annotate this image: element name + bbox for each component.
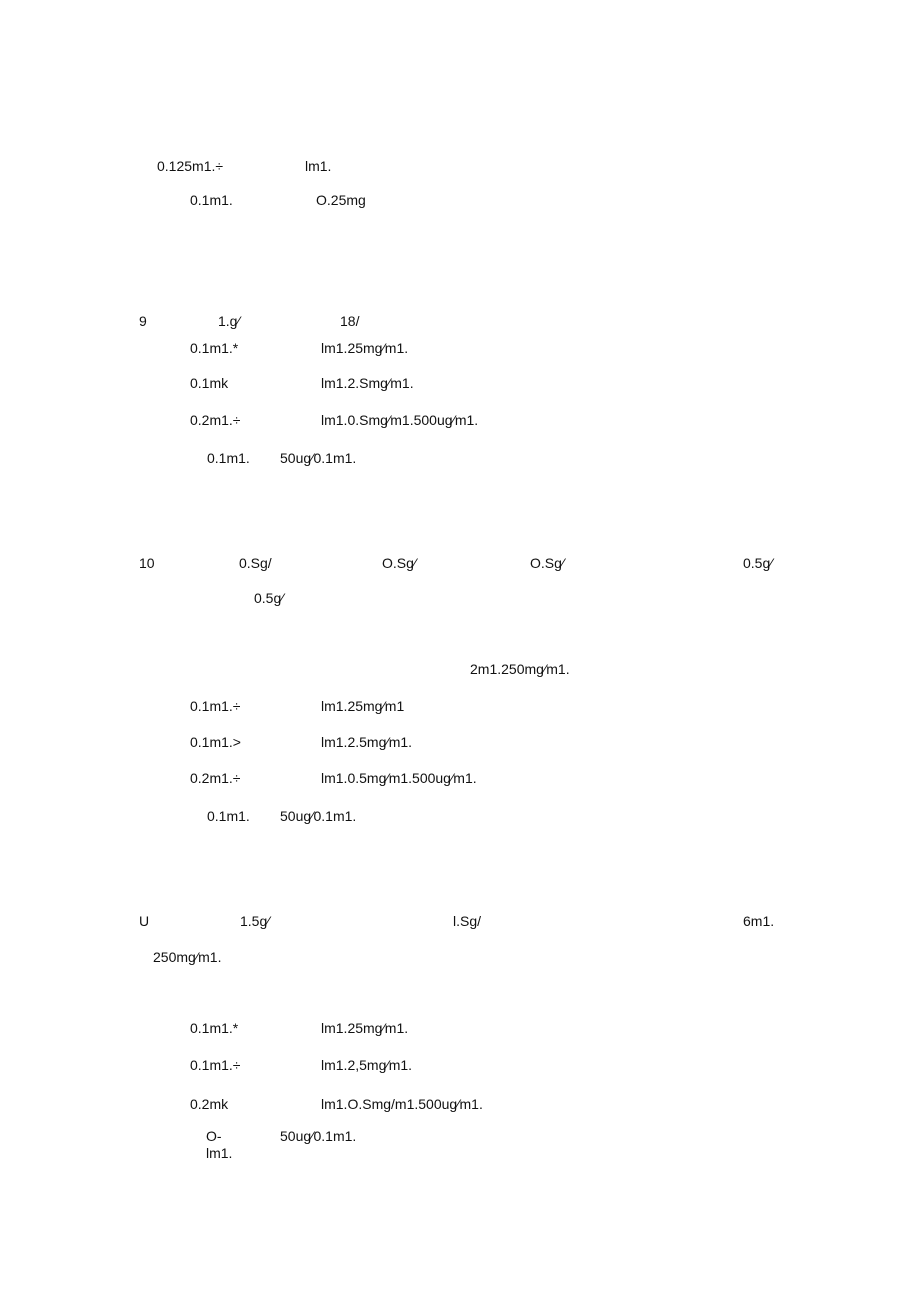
text-s1-b: lm1. [305,158,332,174]
text-s2-r4b: 50ug⁄0.1m1. [280,450,357,466]
text-s1-a: 0.125m1.÷ [157,158,224,174]
text-s3-h3: O.Sg⁄ [530,555,565,571]
text-s3-r1a: 0.1m1.÷ [190,698,241,714]
text-s3-r2b: lm1.2.5mg⁄m1. [321,734,413,750]
text-s2-r1b: lm1.25mg⁄m1. [321,340,409,356]
text-s4-r2b: lm1.2,5mg⁄m1. [321,1057,413,1073]
text-s3-h1: 0.Sg/ [239,555,272,571]
text-s3-h6: 2m1.250mg⁄m1. [470,661,570,677]
text-s4-r3b: lm1.O.Smg/m1.500ug⁄m1. [321,1096,483,1112]
text-s3-r4b: 50ug⁄0.1m1. [280,808,357,824]
text-s1-d: O.25mg [316,192,366,208]
text-s3-r4a: 0.1m1. [207,808,250,824]
text-s4-r4a2: lm1. [206,1145,233,1161]
text-s2-r2a: 0.1mk [190,375,229,391]
text-s4-h1: 1.5g⁄ [240,913,270,929]
text-s2-r1a: 0.1m1.* [190,340,239,356]
text-s3-r1b: lm1.25mg⁄m1 [321,698,405,714]
text-s4-r2a: 0.1m1.÷ [190,1057,241,1073]
text-s4-h4: 250mg⁄m1. [153,949,222,965]
item-number-u: U [139,913,150,929]
text-s3-h4: 0.5g⁄ [743,555,773,571]
text-s3-h2: O.Sg⁄ [382,555,417,571]
text-s4-r4a1: O- [206,1128,222,1144]
text-s2-h1: 1.g⁄ [218,313,240,329]
text-s4-r1b: lm1.25mg⁄m1. [321,1020,409,1036]
item-number-10: 10 [139,555,155,571]
text-s2-r3a: 0.2m1.÷ [190,412,241,428]
text-s2-r4a: 0.1m1. [207,450,250,466]
text-s4-r3a: 0.2mk [190,1096,229,1112]
text-s3-h5: 0.5g⁄ [254,590,284,606]
text-s3-r2a: 0.1m1.> [190,734,241,750]
text-s4-r1a: 0.1m1.* [190,1020,239,1036]
text-s4-h2: l.Sg/ [453,913,482,929]
text-s3-r3b: lm1.0.5mg⁄m1.500ug⁄m1. [321,770,477,786]
text-s4-r4b: 50ug⁄0.1m1. [280,1128,357,1144]
text-s1-c: 0.1m1. [190,192,233,208]
text-s3-r3a: 0.2m1.÷ [190,770,241,786]
text-s2-r2b: lm1.2.Smg⁄m1. [321,375,414,391]
item-number-9: 9 [139,313,147,329]
text-s2-h2: 18/ [340,313,360,329]
text-s2-r3b: lm1.0.Smg⁄m1.500ug⁄m1. [321,412,479,428]
text-s4-h3: 6m1. [743,913,775,929]
